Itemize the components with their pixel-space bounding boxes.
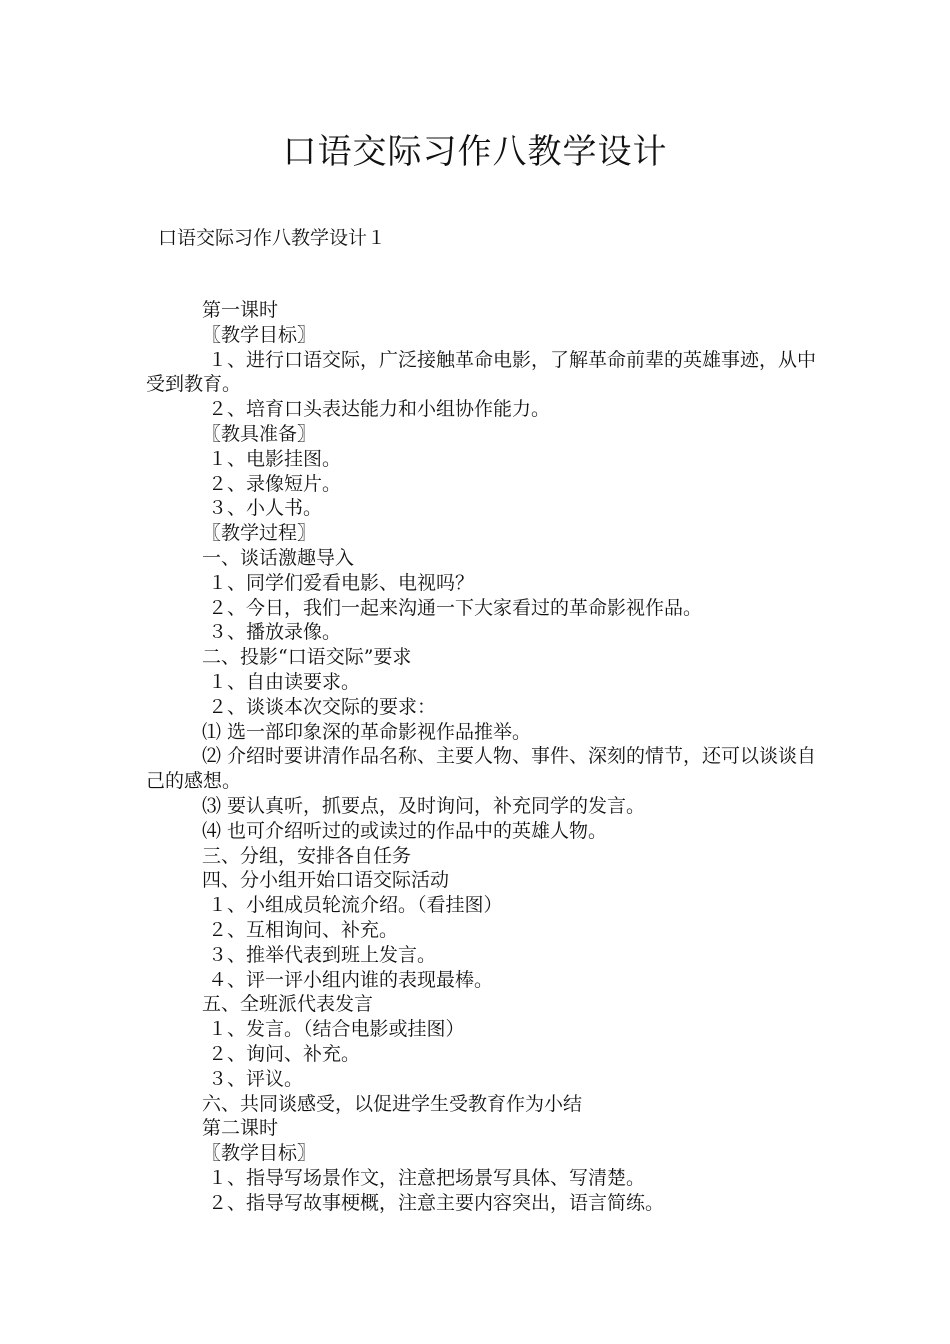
- body-paragraph: 第二课时: [202, 1117, 279, 1140]
- document-title: 口语交际习作八教学设计: [282, 132, 668, 172]
- body-paragraph: 〖教学目标〗: [202, 323, 317, 346]
- body-paragraph: ⑵ 介绍时要讲清作品名称、主要人物、事件、深刻的情节，还可以谈谈自己的感想。: [146, 745, 817, 793]
- body-paragraph: 一、谈话激趣导入: [202, 546, 355, 569]
- body-paragraph: １、自由读要求。: [202, 670, 361, 693]
- body-paragraph: 第一课时: [202, 299, 279, 321]
- body-paragraph: 三、分组，安排各自任务: [202, 844, 412, 867]
- body-paragraph: １、小组成员轮流介绍。（看挂图）: [202, 894, 503, 917]
- body-paragraph: ３、推举代表到班上发言。: [202, 943, 437, 966]
- body-paragraph: ⑶ 要认真听，抓要点，及时询问，补充同学的发言。: [202, 794, 646, 817]
- body-paragraph: ２、录像短片。: [202, 472, 342, 495]
- body-paragraph: ２、培育口头表达能力和小组协作能力。: [202, 398, 551, 421]
- body-paragraph: ⑷ 也可介绍听过的或读过的作品中的英雄人物。: [202, 819, 608, 842]
- document-subtitle: 口语交际习作八教学设计１: [158, 227, 387, 249]
- body-paragraph: ３、评议。: [202, 1067, 304, 1090]
- body-paragraph: ２、指导写故事梗概，注意主要内容突出，语言简练。: [202, 1191, 665, 1214]
- body-paragraph: 二、投影“口语交际”要求: [202, 646, 412, 669]
- body-paragraph: 五、全班派代表发言: [202, 993, 374, 1016]
- body-paragraph: ２、谈谈本次交际的要求：: [202, 695, 437, 718]
- body-paragraph: 〖教具准备〗: [202, 422, 317, 445]
- body-paragraph: ２、今日，我们一起来沟通一下大家看过的革命影视作品。: [202, 596, 703, 619]
- body-paragraph: １、电影挂图。: [202, 447, 342, 470]
- body-paragraph: １、进行口语交际，广泛接触革命电影，了解革命前辈的英雄事迹，从中受到教育。: [146, 348, 817, 396]
- body-paragraph: ２、互相询问、补充。: [202, 918, 399, 941]
- body-paragraph: ４、评一评小组内谁的表现最棒。: [202, 968, 494, 991]
- body-paragraph: ３、小人书。: [202, 497, 323, 520]
- body-paragraph: 四、分小组开始口语交际活动: [202, 869, 450, 892]
- body-paragraph: １、同学们爱看电影、电视吗？: [202, 571, 475, 594]
- body-paragraph: ２、询问、补充。: [202, 1042, 361, 1065]
- body-paragraph: ⑴ 选一部印象深的革命影视作品推举。: [202, 720, 532, 743]
- body-paragraph: 六、共同谈感受，以促进学生受教育作为小结: [202, 1092, 583, 1115]
- body-paragraph: １、发言。（结合电影或挂图）: [202, 1018, 465, 1041]
- body-paragraph: 〖教学目标〗: [202, 1142, 317, 1165]
- body-paragraph: 〖教学过程〗: [202, 522, 317, 545]
- document-body: [146, 298, 818, 1215]
- body-paragraph: １、指导写场景作文，注意把场景写具体、写清楚。: [202, 1166, 646, 1189]
- body-paragraph: ３、播放录像。: [202, 621, 342, 644]
